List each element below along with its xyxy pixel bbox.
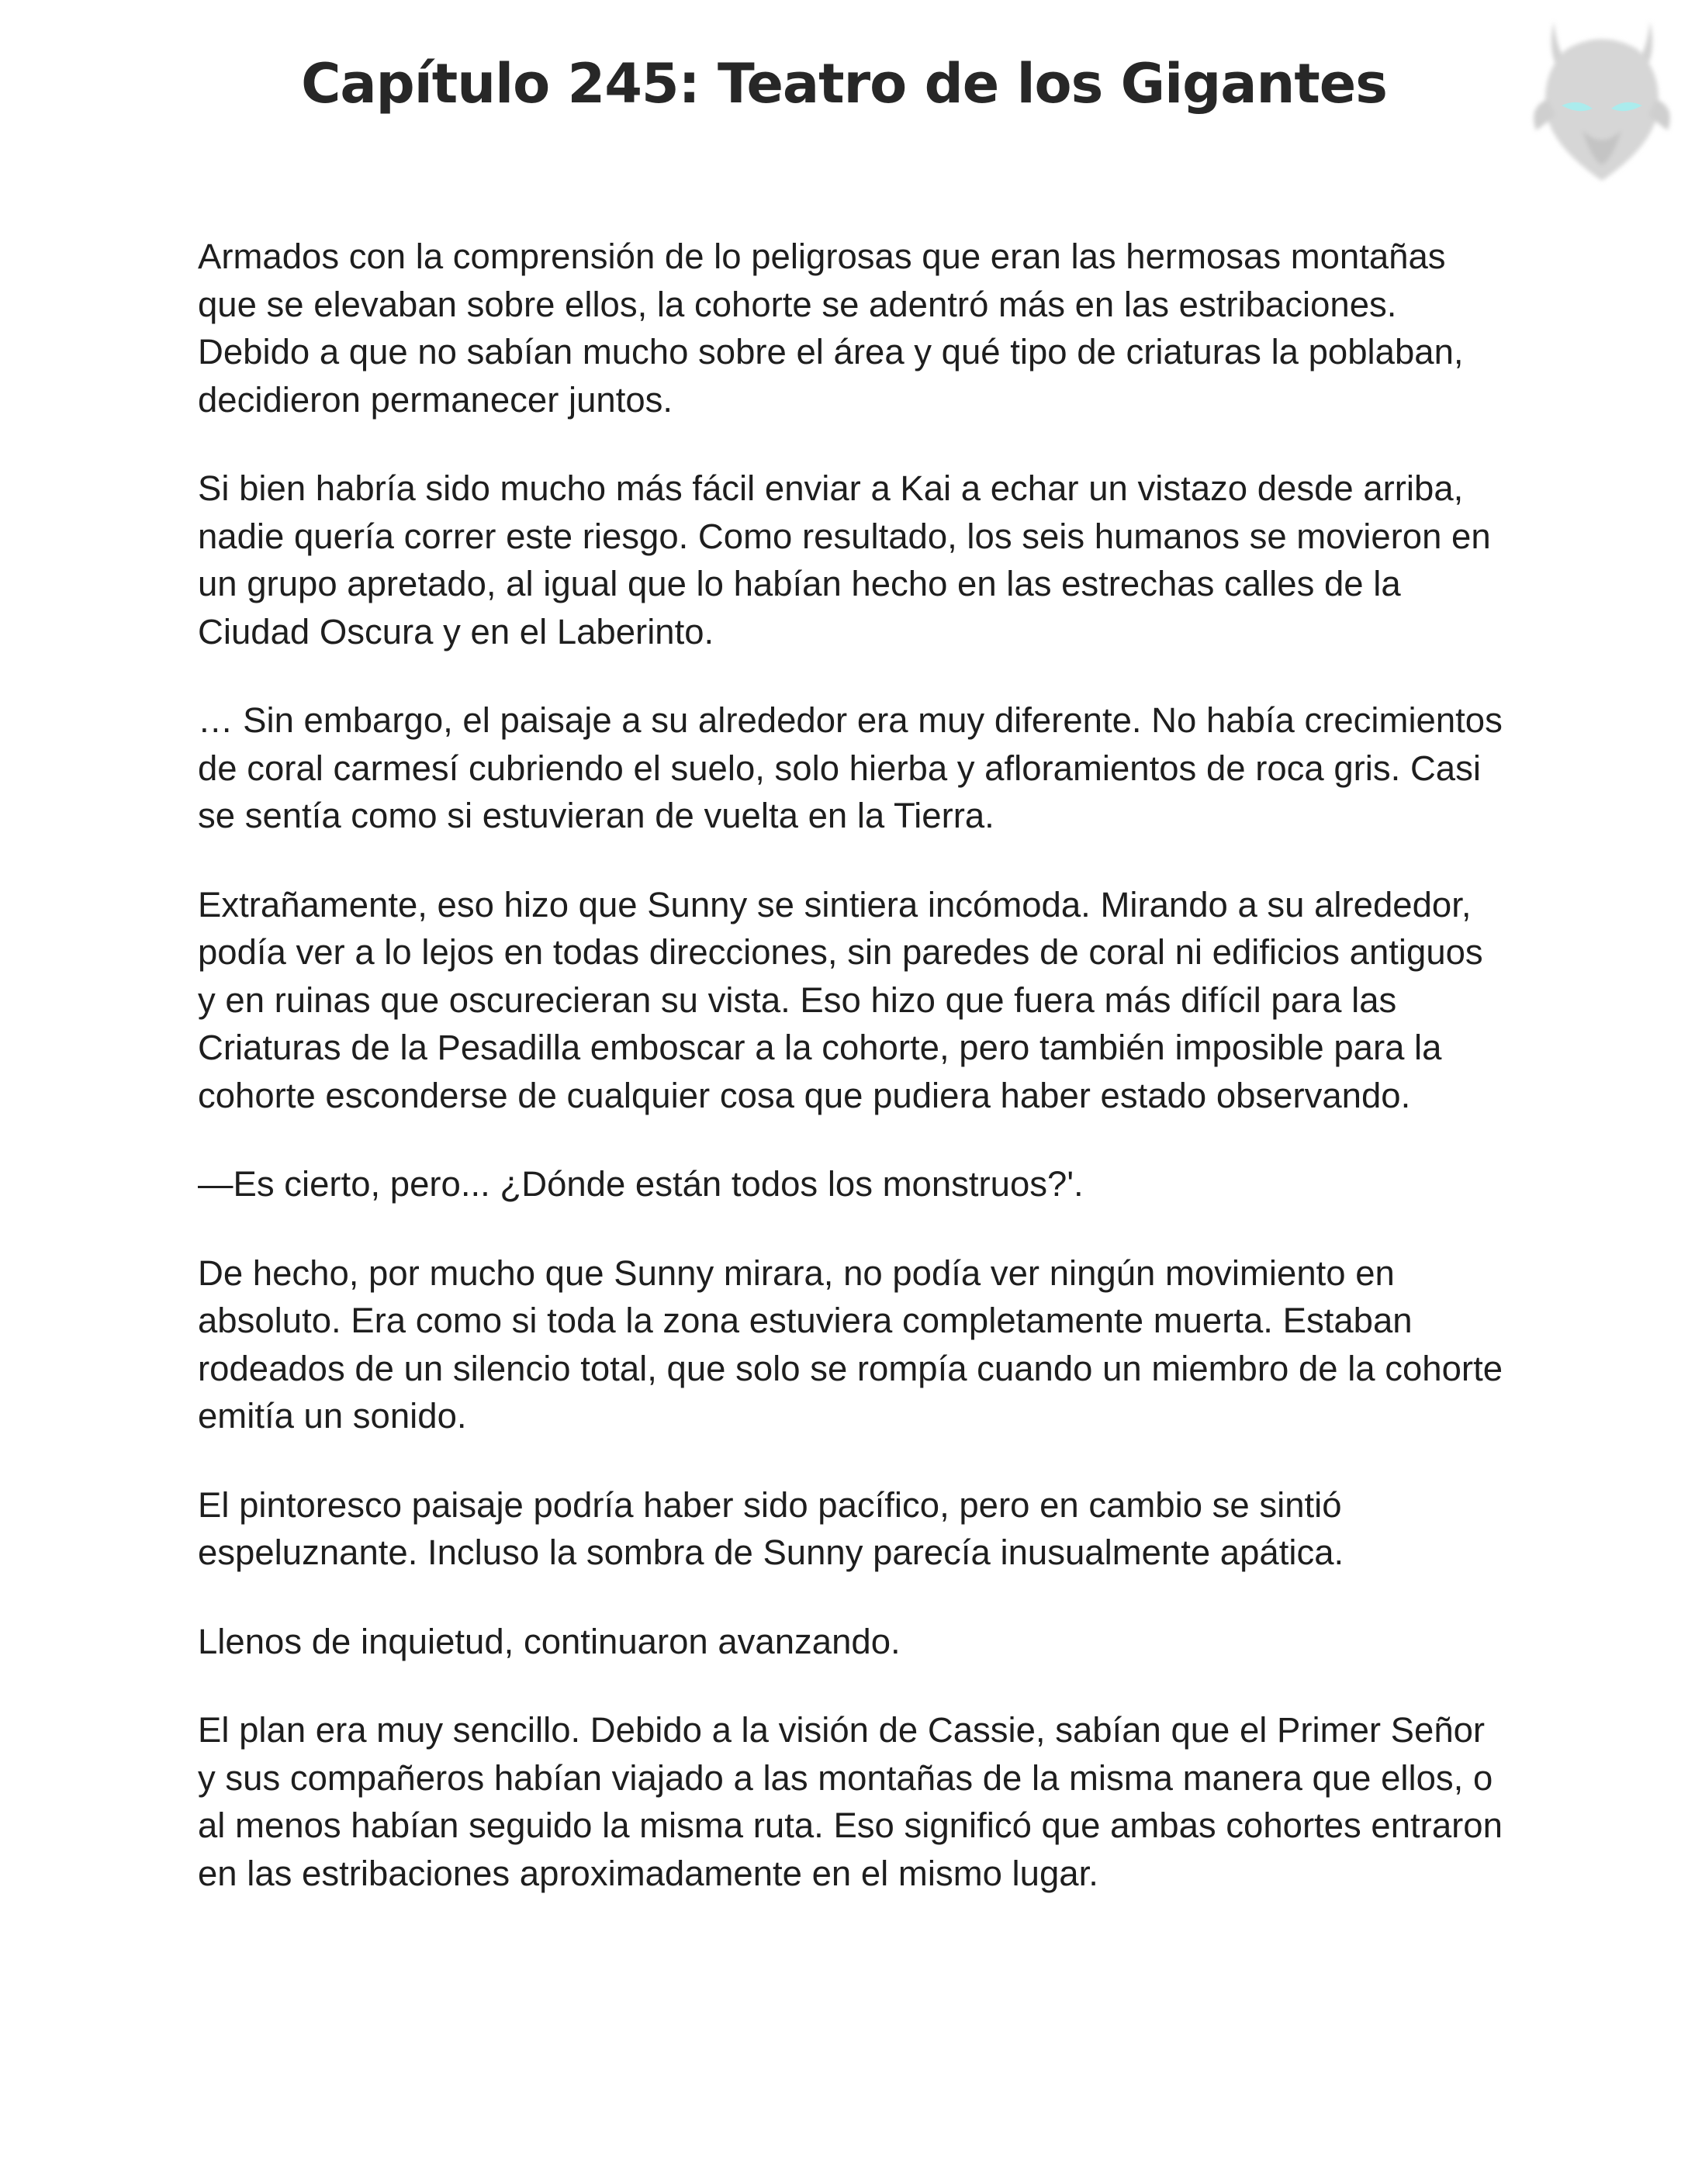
paragraph: —Es cierto, pero... ¿Dónde están todos los monstruos?'. xyxy=(198,1164,1084,1204)
chapter-body xyxy=(198,233,1509,1938)
paragraph: El plan era muy sencillo. Debido a la visión de Cassie, sabían que el Primer Señor y sus compañeros habían viajado a las montañas de la misma manera que ellos, o al menos habían seguido la misma ruta. Eso significó que ambas cohortes entraron en las estribaciones aproximadamente en el mismo lugar. xyxy=(198,1710,1503,1893)
paragraph: Llenos de inquietud, continuaron avanzando. xyxy=(198,1621,901,1661)
paragraph: Si bien habría sido mucho más fácil enviar a Kai a echar un vistazo desde arriba, nadie quería correr este riesgo. Como resultado, los seis humanos se movieron en un grupo apretado, al igual que lo habían hecho en las estrechas calles de la Ciudad Oscura y en el Laberinto. xyxy=(198,468,1491,651)
paragraph: Armados con la comprensión de lo peligrosas que eran las hermosas montañas que se elevaban sobre ellos, la cohorte se adentró más en las estribaciones. Debido a que no sabían mucho sobre el área y qué tipo de criaturas la poblaban, decidieron permanecer juntos. xyxy=(198,237,1464,420)
paragraph: … Sin embargo, el paisaje a su alrededor era muy diferente. No había crecimientos de coral carmesí cubriendo el suelo, solo hierba y afloramientos de roca gris. Casi se sentía como si estuvieran de vuelta en la Tierra. xyxy=(198,700,1503,835)
paragraph: El pintoresco paisaje podría haber sido pacífico, pero en cambio se sintió espeluznante. Incluso la sombra de Sunny parecía inusualmente apática. xyxy=(198,1484,1344,1572)
chapter-title: Capítulo 245: Teatro de los Gigantes xyxy=(301,52,1387,116)
paragraph: De hecho, por mucho que Sunny mirara, no podía ver ningún movimiento en absoluto. Era como si toda la zona estuviera completamente muerta. Estaban rodeados de un silencio total, que solo se rompía cuando un miembro de la cohorte emitía un sonido. xyxy=(198,1253,1503,1436)
paragraph: Extrañamente, eso hizo que Sunny se sintiera incómoda. Mirando a su alrededor, podía ver a lo lejos en todas direcciones, sin paredes de coral ni edificios antiguos y en ruinas que oscurecieran su vista. Eso hizo que fuera más difícil para las Criaturas de la Pesadilla emboscar a la cohorte, pero también imposible para la cohorte esconderse de cualquier cosa que pudiera haber estado observando. xyxy=(198,884,1483,1115)
